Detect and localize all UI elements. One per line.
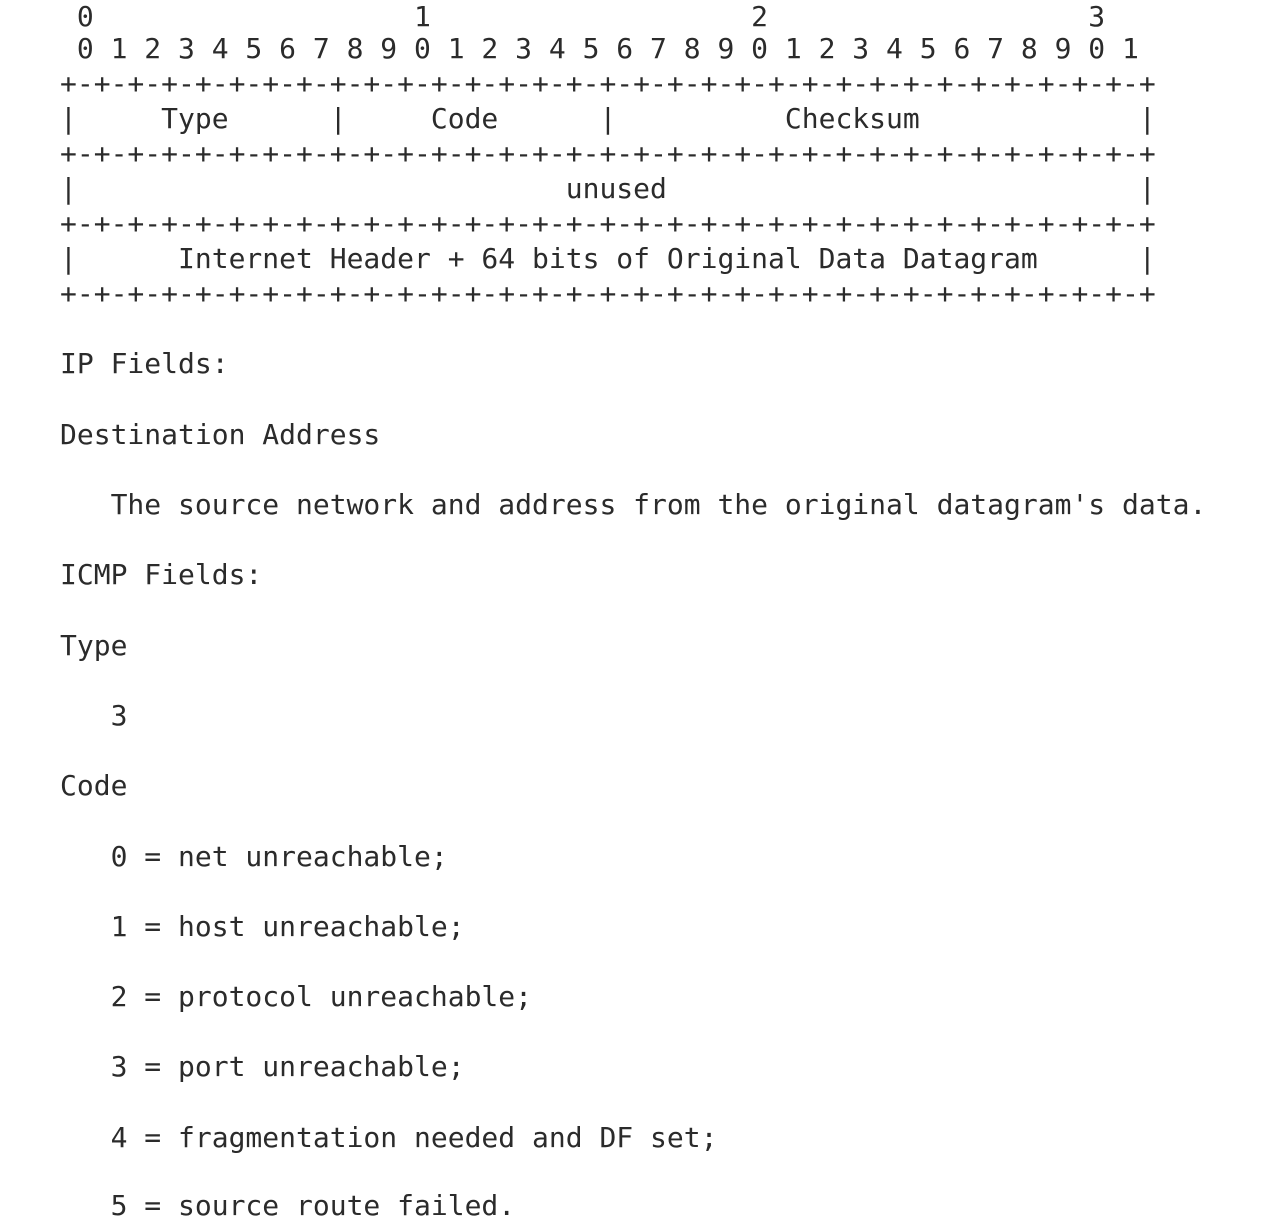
type-value: 3 [60, 699, 128, 732]
diagram-border: +-+-+-+-+-+-+-+-+-+-+-+-+-+-+-+-+-+-+-+-+-+-+-+-+-+-+-+-+-+-+-+-+ [60, 67, 1156, 100]
type-heading: Type [60, 629, 128, 662]
diagram-border: +-+-+-+-+-+-+-+-+-+-+-+-+-+-+-+-+-+-+-+-+-+-+-+-+-+-+-+-+-+-+-+-+ [60, 207, 1156, 240]
destination-address-description: The source network and address from the original datagram's data. [60, 488, 1207, 521]
diagram-border: +-+-+-+-+-+-+-+-+-+-+-+-+-+-+-+-+-+-+-+-+-+-+-+-+-+-+-+-+-+-+-+-+ [60, 277, 1156, 310]
code-value-item: 3 = port unreachable; [60, 1050, 465, 1083]
code-value-item: 0 = net unreachable; [60, 840, 448, 873]
code-heading: Code [60, 769, 128, 802]
bit-units-row: 0 1 2 3 4 5 6 7 8 9 0 1 2 3 4 5 6 7 8 9 0 1 2 3 4 5 6 7 8 9 0 1 [60, 32, 1139, 65]
code-value-item: 1 = host unreachable; [60, 910, 465, 943]
destination-address-heading: Destination Address [60, 418, 381, 451]
ip-fields-heading: IP Fields: [60, 347, 229, 380]
diagram-row-internet-header: | Internet Header + 64 bits of Original Data Datagram | [60, 242, 1156, 275]
icmp-fields-heading: ICMP Fields: [60, 558, 263, 591]
bit-tens-row: 0 1 2 3 [60, 0, 1106, 33]
diagram-border: +-+-+-+-+-+-+-+-+-+-+-+-+-+-+-+-+-+-+-+-+-+-+-+-+-+-+-+-+-+-+-+-+ [60, 137, 1156, 170]
code-value-item: 2 = protocol unreachable; [60, 980, 533, 1013]
diagram-row-unused: | unused | [60, 172, 1156, 205]
code-value-item: 5 = source route failed. [60, 1189, 516, 1222]
diagram-row-type-code-checksum: | Type | Code | Checksum | [60, 102, 1156, 135]
code-value-item: 4 = fragmentation needed and DF set; [60, 1121, 718, 1154]
